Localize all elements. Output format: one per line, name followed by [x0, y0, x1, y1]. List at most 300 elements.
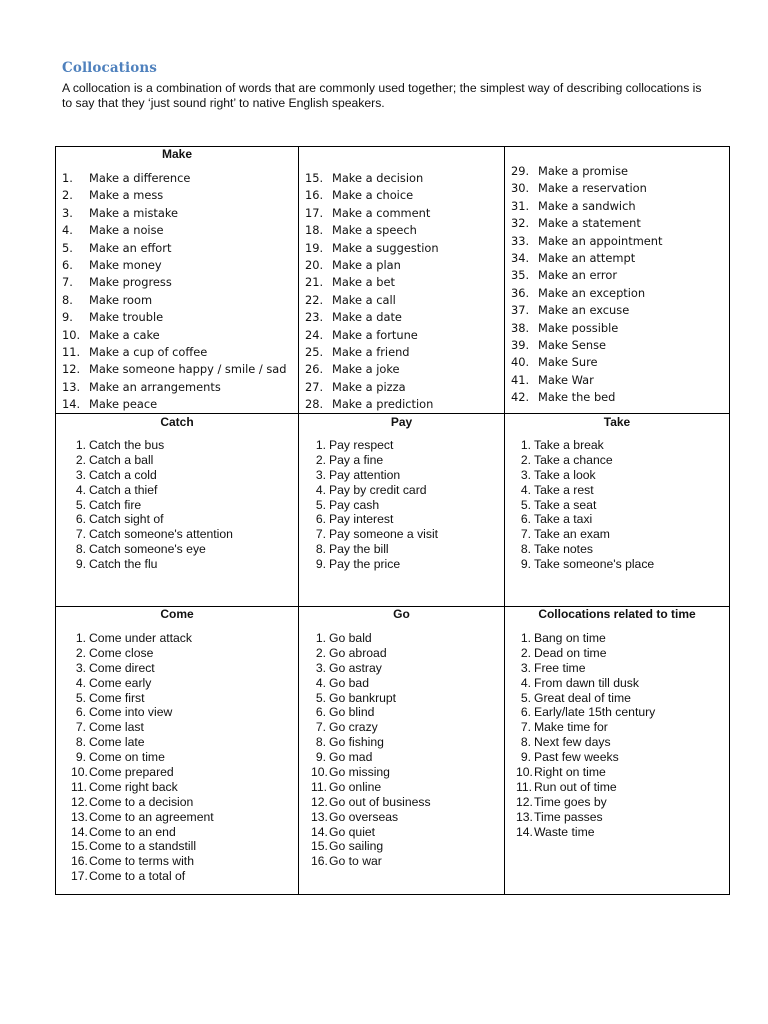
list-item — [516, 825, 655, 840]
list-item — [71, 735, 214, 750]
item-text: Go to war — [329, 854, 382, 869]
item-number: 3. — [75, 467, 86, 482]
item-number: 7. — [520, 720, 531, 735]
item-number: 1. — [62, 171, 73, 185]
item-text: Go bad — [329, 675, 369, 690]
time-heading: Collocations related to time — [538, 607, 696, 621]
list-item — [311, 825, 431, 840]
item-number: 11. — [62, 344, 81, 359]
item-text: Make an excuse — [538, 303, 630, 318]
item-number: 7. — [75, 527, 86, 542]
item-number: 9. — [315, 750, 326, 765]
item-text: Make a reservation — [538, 181, 647, 196]
item-text: Go missing — [329, 765, 390, 780]
item-text: Make a friend — [332, 344, 410, 359]
item-number: 6. — [520, 705, 531, 720]
list-item — [511, 320, 663, 337]
item-text: Come to a total of — [89, 869, 186, 884]
item-number: 6. — [62, 257, 73, 272]
item-text: Come close — [89, 645, 154, 660]
list-item — [311, 661, 431, 676]
item-number: 16. — [311, 854, 328, 869]
item-number: 2. — [62, 188, 73, 203]
item-number: 11. — [311, 779, 328, 794]
item-number: 5. — [75, 690, 86, 705]
item-text: Come to terms with — [89, 854, 194, 869]
item-number: 5. — [75, 497, 86, 512]
item-text: Dead on time — [534, 645, 607, 660]
item-number: 4. — [315, 675, 326, 690]
list-item — [71, 765, 214, 780]
item-text: Pay the bill — [329, 542, 389, 557]
intro-paragraph: A collocation is a combination of words that are commonly used together; the simplest way of describing collocations is to say that they ‘just sound right’ to native English speakers. — [62, 81, 702, 110]
item-text: Make a bet — [332, 275, 395, 290]
item-text: Come to a decision — [89, 794, 194, 809]
item-number: 2. — [315, 452, 326, 467]
list-item — [311, 691, 431, 706]
make-heading: Make — [161, 147, 193, 161]
item-number: 10. — [62, 327, 81, 342]
item-text: Make a statement — [538, 216, 641, 231]
item-text: Make someone happy / smile / sad — [89, 362, 287, 377]
item-text: Catch a ball — [89, 452, 154, 467]
item-text: Come into view — [89, 705, 173, 720]
item-number: 40. — [511, 355, 530, 370]
item-number: 36. — [511, 285, 530, 300]
item-number: 31. — [511, 198, 530, 213]
item-number: 9. — [520, 750, 531, 765]
list-item — [311, 780, 431, 795]
item-text: Catch fire — [89, 497, 142, 512]
list-item — [71, 720, 214, 735]
item-number: 12. — [311, 794, 328, 809]
item-text: Past few weeks — [534, 750, 619, 765]
list-item — [305, 187, 439, 204]
list-item — [311, 498, 438, 513]
item-number: 1. — [520, 631, 531, 645]
item-number: 28. — [305, 397, 324, 412]
list-item — [516, 631, 655, 646]
item-number: 8. — [315, 542, 326, 557]
time-list — [516, 631, 655, 839]
list-item — [62, 361, 287, 378]
item-text: Take a break — [534, 438, 604, 452]
item-number: 26. — [305, 362, 324, 377]
list-item — [516, 750, 655, 765]
list-item — [71, 854, 214, 869]
item-number: 12. — [62, 362, 81, 377]
item-number: 27. — [305, 379, 324, 394]
item-number: 14. — [516, 824, 533, 839]
list-item — [511, 285, 663, 302]
item-number: 3. — [75, 660, 86, 675]
item-text: Catch someone's eye — [89, 542, 206, 557]
item-number: 24. — [305, 327, 324, 342]
item-text: Come last — [89, 720, 144, 735]
list-item — [305, 361, 439, 378]
item-number: 6. — [315, 705, 326, 720]
list-item — [305, 292, 439, 309]
go-list — [311, 631, 431, 869]
item-text: Great deal of time — [534, 690, 631, 705]
list-item — [71, 839, 214, 854]
list-item — [305, 379, 439, 396]
item-text: Come to an end — [89, 824, 176, 839]
item-number: 5. — [315, 690, 326, 705]
item-text: Make a mistake — [89, 205, 179, 220]
make-list-col1 — [62, 170, 287, 413]
item-number: 6. — [75, 512, 86, 527]
list-item — [311, 720, 431, 735]
item-text: Come early — [89, 675, 152, 690]
list-item — [71, 438, 233, 453]
item-number: 1. — [315, 631, 326, 645]
item-number: 14. — [311, 824, 328, 839]
list-item — [516, 661, 655, 676]
item-text: Make an error — [538, 268, 618, 283]
item-text: Run out of time — [534, 779, 617, 794]
item-number: 29. — [511, 164, 530, 178]
list-item — [311, 527, 438, 542]
item-number: 17. — [71, 869, 88, 884]
item-text: Make a comment — [332, 205, 431, 220]
list-item — [305, 396, 439, 413]
list-item — [511, 337, 663, 354]
item-text: Make possible — [538, 320, 619, 335]
item-number: 7. — [62, 275, 73, 290]
list-item — [311, 438, 438, 453]
item-number: 15. — [71, 839, 88, 854]
list-item — [71, 810, 214, 825]
item-text: Take a taxi — [534, 512, 593, 527]
list-item — [511, 180, 663, 197]
item-number: 42. — [511, 390, 530, 405]
list-item — [305, 257, 439, 274]
item-number: 37. — [511, 303, 530, 318]
list-item — [71, 750, 214, 765]
item-text: Catch the bus — [89, 438, 165, 452]
item-text: Make a cup of coffee — [89, 344, 208, 359]
item-text: Make a noise — [89, 223, 164, 238]
item-text: Bang on time — [534, 631, 606, 645]
item-number: 9. — [520, 557, 531, 572]
list-item — [516, 765, 655, 780]
list-item — [311, 646, 431, 661]
catch-heading: Catch — [160, 415, 194, 429]
item-text: Right on time — [534, 765, 606, 780]
item-number: 2. — [75, 452, 86, 467]
list-item — [311, 468, 438, 483]
list-item — [71, 453, 233, 468]
item-text: Catch the flu — [89, 557, 158, 572]
item-number: 13. — [71, 809, 88, 824]
list-item — [62, 344, 287, 361]
item-text: Pay cash — [329, 497, 380, 512]
list-item — [305, 309, 439, 326]
item-number: 20. — [305, 257, 324, 272]
list-item — [305, 222, 439, 239]
item-text: Make a difference — [89, 171, 191, 185]
item-number: 35. — [511, 268, 530, 283]
pay-list — [311, 438, 438, 572]
item-number: 2. — [315, 645, 326, 660]
item-number: 9. — [62, 310, 73, 325]
item-number: 5. — [520, 690, 531, 705]
item-number: 12. — [516, 794, 533, 809]
come-heading: Come — [160, 607, 194, 621]
list-item — [516, 705, 655, 720]
item-number: 4. — [520, 675, 531, 690]
item-number: 38. — [511, 320, 530, 335]
list-item — [311, 810, 431, 825]
list-item — [71, 825, 214, 840]
item-text: Catch sight of — [89, 512, 164, 527]
list-item — [71, 468, 233, 483]
item-number: 12. — [71, 794, 88, 809]
item-text: Make an effort — [89, 240, 172, 255]
list-item — [305, 327, 439, 344]
item-text: Make a decision — [332, 171, 424, 185]
item-text: Pay someone a visit — [329, 527, 439, 542]
list-item — [516, 483, 654, 498]
list-item — [311, 453, 438, 468]
list-item — [516, 780, 655, 795]
list-item — [516, 438, 654, 453]
item-number: 3. — [520, 660, 531, 675]
item-text: Come under attack — [89, 631, 192, 645]
list-item — [516, 720, 655, 735]
come-list — [71, 631, 214, 884]
item-number: 3. — [315, 467, 326, 482]
item-number: 25. — [305, 344, 324, 359]
item-text: Make an exception — [538, 285, 646, 300]
catch-list — [71, 438, 233, 572]
item-text: Make an attempt — [538, 250, 636, 265]
item-number: 4. — [75, 675, 86, 690]
pay-heading: Pay — [390, 415, 413, 429]
item-number: 5. — [520, 497, 531, 512]
item-text: Take a look — [534, 467, 596, 482]
item-text: Take someone's place — [534, 557, 655, 572]
list-item — [71, 542, 233, 557]
list-item — [311, 765, 431, 780]
list-item — [71, 631, 214, 646]
list-item — [62, 292, 287, 309]
item-number: 15. — [311, 839, 328, 854]
item-text: Take an exam — [534, 527, 610, 542]
list-item — [71, 705, 214, 720]
list-item — [511, 233, 663, 250]
item-number: 33. — [511, 233, 530, 248]
item-number: 15. — [305, 171, 324, 185]
item-text: Make a speech — [332, 223, 417, 238]
item-text: Come on time — [89, 750, 165, 765]
go-heading: Go — [393, 607, 410, 621]
list-item — [71, 691, 214, 706]
item-text: Go quiet — [329, 824, 376, 839]
item-number: 8. — [75, 735, 86, 750]
item-number: 1. — [75, 438, 86, 452]
list-item — [62, 187, 287, 204]
item-number: 3. — [62, 205, 73, 220]
item-number: 41. — [511, 372, 530, 387]
item-number: 32. — [511, 216, 530, 231]
item-number: 13. — [311, 809, 328, 824]
list-item — [511, 163, 663, 180]
list-item — [311, 483, 438, 498]
list-item — [305, 240, 439, 257]
make-list-col3 — [511, 163, 663, 406]
item-number: 4. — [62, 223, 73, 238]
list-item — [305, 274, 439, 291]
item-number: 34. — [511, 250, 530, 265]
item-number: 17. — [305, 205, 324, 220]
item-number: 6. — [520, 512, 531, 527]
item-text: Go blind — [329, 705, 375, 720]
list-item — [516, 735, 655, 750]
list-item — [516, 676, 655, 691]
item-text: Pay respect — [329, 438, 394, 452]
list-item — [311, 795, 431, 810]
item-number: 14. — [71, 824, 88, 839]
item-number: 11. — [516, 779, 533, 794]
list-item — [516, 512, 654, 527]
item-text: Make Sure — [538, 355, 598, 370]
item-number: 9. — [315, 557, 326, 572]
item-text: Go sailing — [329, 839, 384, 854]
list-item — [511, 215, 663, 232]
list-item — [311, 676, 431, 691]
item-number: 39. — [511, 337, 530, 352]
item-text: Go abroad — [329, 645, 387, 660]
item-number: 1. — [315, 438, 326, 452]
item-number: 1. — [75, 631, 86, 645]
item-text: Make a mess — [89, 188, 164, 203]
item-text: Come late — [89, 735, 145, 750]
make-list-col2 — [305, 170, 439, 413]
item-text: Next few days — [534, 735, 611, 750]
list-item — [71, 676, 214, 691]
list-item — [71, 557, 233, 572]
list-item — [516, 810, 655, 825]
list-item — [71, 780, 214, 795]
item-text: Make a sandwich — [538, 198, 636, 213]
item-number: 16. — [71, 854, 88, 869]
document-title: Collocations — [62, 60, 157, 76]
item-number: 10. — [516, 765, 533, 780]
list-item — [516, 498, 654, 513]
item-text: Make a prediction — [332, 397, 434, 412]
item-text: Make a date — [332, 310, 402, 325]
item-text: Make Sense — [538, 337, 607, 352]
item-number: 10. — [311, 765, 328, 780]
list-item — [311, 542, 438, 557]
item-text: Come prepared — [89, 765, 174, 780]
item-number: 7. — [315, 720, 326, 735]
list-item — [511, 372, 663, 389]
item-text: Go astray — [329, 660, 382, 675]
item-text: Make a plan — [332, 257, 401, 272]
list-item — [311, 705, 431, 720]
item-number: 7. — [315, 527, 326, 542]
item-number: 21. — [305, 275, 324, 290]
item-number: 7. — [520, 527, 531, 542]
item-number: 16. — [305, 188, 324, 203]
item-text: Take a seat — [534, 497, 597, 512]
item-number: 6. — [315, 512, 326, 527]
list-item — [511, 302, 663, 319]
item-text: Catch a cold — [89, 467, 157, 482]
item-text: Free time — [534, 660, 586, 675]
item-text: Make a call — [332, 292, 396, 307]
list-item — [516, 557, 654, 572]
list-item — [311, 557, 438, 572]
item-text: Take a rest — [534, 482, 594, 497]
item-text: Go crazy — [329, 720, 378, 735]
item-text: Pay a fine — [329, 452, 384, 467]
list-item — [62, 257, 287, 274]
list-item — [516, 527, 654, 542]
list-item — [516, 691, 655, 706]
item-text: Time goes by — [534, 794, 607, 809]
list-item — [62, 205, 287, 222]
item-text: From dawn till dusk — [534, 675, 639, 690]
item-number: 8. — [75, 542, 86, 557]
item-number: 9. — [75, 750, 86, 765]
item-text: Make an appointment — [538, 233, 663, 248]
item-text: Make a joke — [332, 362, 400, 377]
item-number: 2. — [520, 452, 531, 467]
item-text: Make room — [89, 292, 153, 307]
item-number: 4. — [315, 482, 326, 497]
list-item — [62, 379, 287, 396]
list-item — [71, 483, 233, 498]
item-text: Catch someone's attention — [89, 527, 233, 542]
list-item — [62, 327, 287, 344]
item-text: Go out of business — [329, 794, 431, 809]
item-number: 4. — [75, 482, 86, 497]
list-item — [62, 240, 287, 257]
item-number: 8. — [520, 735, 531, 750]
item-text: Make the bed — [538, 390, 616, 405]
item-text: Go online — [329, 779, 382, 794]
item-text: Come to an agreement — [89, 809, 214, 824]
item-text: Catch a thief — [89, 482, 158, 497]
item-number: 10. — [71, 765, 88, 780]
list-item — [305, 170, 439, 187]
item-number: 8. — [62, 292, 73, 307]
list-item — [311, 512, 438, 527]
list-item — [511, 354, 663, 371]
item-text: Make money — [89, 257, 162, 272]
item-text: Take a chance — [534, 452, 613, 467]
take-heading: Take — [603, 415, 631, 429]
list-item — [71, 795, 214, 810]
item-text: Come direct — [89, 660, 155, 675]
list-item — [311, 839, 431, 854]
item-number: 5. — [315, 497, 326, 512]
item-number: 19. — [305, 240, 324, 255]
item-text: Make a choice — [332, 188, 414, 203]
item-text: Make a suggestion — [332, 240, 439, 255]
item-text: Go fishing — [329, 735, 384, 750]
list-item — [71, 512, 233, 527]
item-text: Come right back — [89, 779, 178, 794]
item-text: Pay the price — [329, 557, 401, 572]
item-text: Make a promise — [538, 164, 629, 178]
item-number: 4. — [520, 482, 531, 497]
list-item — [305, 205, 439, 222]
